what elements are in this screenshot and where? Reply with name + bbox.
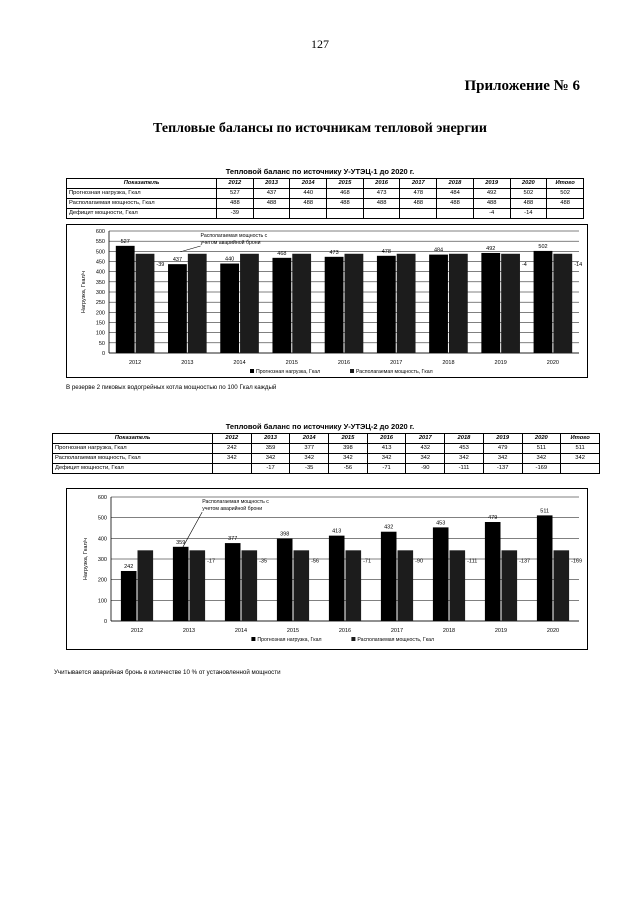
legend-swatch-capacity	[350, 369, 354, 373]
bar-chart-utec1	[67, 225, 587, 377]
bar-load	[121, 571, 137, 621]
table-cell: -169	[522, 464, 561, 474]
table-cell: 342	[290, 454, 329, 464]
table-cell: 492	[473, 189, 510, 199]
header-cell: 2012	[213, 434, 252, 444]
y-tick-label: 600	[97, 495, 107, 501]
data-label-load: 502	[538, 243, 548, 250]
data-label-deficit: -14	[574, 261, 583, 268]
bar-load	[537, 515, 553, 621]
table-title-utec2: Тепловой баланс по источнику У-УТЭЦ-2 до 2020 г.	[225, 422, 415, 431]
bar-load	[485, 522, 501, 621]
balance-table-utec1	[66, 178, 584, 219]
y-tick-label: 100	[95, 330, 105, 337]
table-cell: 468	[327, 189, 364, 199]
annotation-line: учетом аварийной брони	[202, 506, 263, 512]
table-cell	[547, 209, 584, 219]
table-cell: -14	[510, 209, 547, 219]
chart-frame-utec1	[66, 224, 588, 378]
table-cell: 488	[473, 199, 510, 209]
table-cell	[290, 209, 327, 219]
table-cell: 502	[547, 189, 584, 199]
table-cell: 511	[561, 444, 600, 454]
y-axis-title: Нагрузка, Гкал/ч	[81, 270, 87, 314]
x-tick-label: 2019	[494, 360, 507, 366]
header-cell: 2018	[445, 434, 484, 444]
table-header-row	[53, 434, 600, 444]
document-title: Тепловые балансы по источникам тепловой энергии	[153, 121, 487, 136]
header-cell: 2020	[522, 434, 561, 444]
table-row	[67, 189, 584, 199]
table-cell: 342	[367, 454, 406, 464]
y-tick-label: 0	[101, 351, 105, 357]
balance-table-utec2	[52, 433, 600, 474]
table-header-row	[67, 179, 584, 189]
bar-capacity	[188, 254, 207, 353]
table-cell: 527	[217, 189, 254, 199]
table-cell: 488	[217, 199, 254, 209]
data-label-deficit: -71	[363, 558, 372, 565]
header-cell: 2015	[327, 179, 364, 189]
bar-load	[534, 251, 553, 353]
table-cell: 479	[483, 444, 522, 454]
header-cell: 2019	[483, 434, 522, 444]
bar-capacity	[449, 254, 468, 353]
table-cell: 488	[363, 199, 400, 209]
y-tick-label: 100	[97, 598, 107, 605]
table-cell: 359	[251, 444, 290, 454]
y-tick-label: 400	[95, 269, 105, 276]
bar-capacity	[554, 550, 570, 621]
data-label-deficit: -90	[415, 558, 424, 565]
x-tick-label: 2013	[181, 360, 194, 366]
y-tick-label: 500	[97, 515, 107, 522]
legend-label-capacity: Располагаемая мощность, Гкал	[357, 637, 435, 643]
table-cell	[437, 209, 474, 219]
data-label-deficit: -35	[259, 558, 268, 565]
table-cell: 488	[547, 199, 584, 209]
y-tick-label: 550	[95, 239, 105, 246]
y-tick-label: 200	[95, 310, 105, 317]
y-tick-label: 500	[95, 249, 105, 256]
table-cell: -111	[445, 464, 484, 474]
table-cell: -71	[367, 464, 406, 474]
x-tick-label: 2017	[390, 360, 403, 366]
data-label-deficit: -4	[521, 261, 527, 268]
row-label: Дефицит мощности, Гкал	[67, 209, 217, 219]
y-tick-label: 400	[97, 536, 107, 543]
data-label-deficit: -39	[156, 261, 165, 268]
x-tick-label: 2015	[286, 628, 300, 634]
x-tick-label: 2018	[442, 628, 456, 634]
table-cell	[363, 209, 400, 219]
data-label-load: 478	[381, 248, 391, 255]
header-cell: Итого	[561, 434, 600, 444]
table-cell: 488	[253, 199, 290, 209]
x-tick-label: 2013	[182, 628, 196, 634]
page-number: 127	[311, 37, 329, 51]
header-cell: 2013	[253, 179, 290, 189]
x-tick-label: 2019	[494, 628, 508, 634]
note-utec1: В резерве 2 пиковых водогрейных котла мощностью по 100 Гкал каждый	[66, 384, 277, 391]
note-utec2: Учитывается аварийная бронь в количестве 10 % от установленной мощности	[54, 669, 281, 676]
legend-label-load: Прогнозная нагрузка, Гкал	[257, 637, 322, 643]
table-row	[53, 444, 600, 454]
data-label-load: 359	[176, 539, 186, 546]
table-cell: 484	[437, 189, 474, 199]
header-cell: 2014	[290, 434, 329, 444]
header-cell: 2015	[329, 434, 368, 444]
header-cell: Итого	[547, 179, 584, 189]
bar-load	[329, 536, 345, 621]
data-label-load: 492	[486, 245, 496, 252]
header-cell: 2018	[437, 179, 474, 189]
bar-capacity	[450, 550, 466, 621]
header-cell: 2016	[367, 434, 406, 444]
header-cell: 2013	[251, 434, 290, 444]
y-tick-label: 200	[97, 577, 107, 584]
bar-load	[381, 532, 397, 621]
data-label-deficit: -111	[467, 558, 478, 565]
row-label: Располагаемая мощность, Гкал	[67, 199, 217, 209]
x-tick-label: 2016	[338, 628, 352, 634]
bar-load	[173, 547, 189, 621]
bar-load	[433, 527, 449, 621]
bar-capacity	[345, 254, 364, 353]
y-axis-title: Нагрузка, Гкал/ч	[83, 537, 89, 581]
table-cell: 342	[522, 454, 561, 464]
table-cell: -39	[217, 209, 254, 219]
data-label-deficit: -17	[207, 558, 216, 565]
legend-label-capacity: Располагаемая мощность, Гкал	[356, 369, 433, 375]
table-cell: 342	[561, 454, 600, 464]
x-tick-label: 2014	[233, 360, 246, 366]
bar-load	[277, 539, 293, 621]
table-cell: 488	[437, 199, 474, 209]
x-tick-label: 2020	[546, 360, 560, 366]
table-cell: 398	[329, 444, 368, 454]
bar-capacity	[346, 550, 362, 621]
table-cell: 342	[213, 454, 252, 464]
table-cell: 488	[510, 199, 547, 209]
y-tick-label: 300	[95, 290, 105, 296]
table-cell: 502	[510, 189, 547, 199]
bar-capacity	[242, 550, 258, 621]
row-label: Прогнозная нагрузка, Гкал	[67, 189, 217, 199]
header-cell: Показатель	[53, 434, 213, 444]
appendix-heading: Приложение № 6	[464, 78, 580, 94]
annotation-line: Располагаемая мощность с	[200, 233, 268, 239]
table-cell: 432	[406, 444, 445, 454]
x-tick-label: 2014	[234, 628, 248, 634]
table-cell: -137	[483, 464, 522, 474]
table-cell	[213, 464, 252, 474]
x-tick-label: 2020	[546, 628, 560, 634]
data-label-load: 413	[332, 528, 342, 535]
annotation-leader	[181, 246, 201, 252]
table-cell: 488	[290, 199, 327, 209]
header-cell: 2014	[290, 179, 327, 189]
table-cell: 377	[290, 444, 329, 454]
bar-load	[377, 256, 396, 353]
y-tick-label: 350	[95, 279, 105, 286]
data-label-load: 440	[225, 256, 235, 263]
chart-frame-utec2	[66, 488, 588, 650]
table-cell: 342	[329, 454, 368, 464]
bar-capacity	[502, 550, 518, 621]
table-cell: -56	[329, 464, 368, 474]
data-label-load: 468	[277, 250, 287, 257]
table-cell: 488	[327, 199, 364, 209]
bar-capacity	[190, 550, 206, 621]
header-cell: 2016	[363, 179, 400, 189]
data-label-load: 511	[540, 508, 550, 515]
legend-label-load: Прогнозная нагрузка, Гкал	[256, 369, 321, 375]
data-label-load: 398	[280, 531, 290, 538]
table-cell: 342	[483, 454, 522, 464]
y-tick-label: 450	[95, 259, 105, 266]
data-label-load: 479	[488, 515, 498, 522]
data-label-deficit: -169	[571, 558, 583, 565]
legend-swatch-load	[251, 637, 255, 641]
data-label-load: 453	[436, 520, 446, 527]
header-cell: 2019	[473, 179, 510, 189]
y-tick-label: 300	[97, 557, 107, 563]
table-row	[67, 199, 584, 209]
table-cell: -90	[406, 464, 445, 474]
annotation-line: учетом аварийной брони	[200, 240, 261, 246]
x-tick-label: 2016	[337, 360, 351, 366]
table-cell: -4	[473, 209, 510, 219]
annotation-line: Располагаемая мощность с	[202, 499, 269, 505]
data-label-load: 484	[433, 247, 444, 254]
table-cell: 473	[363, 189, 400, 199]
table-cell: -35	[290, 464, 329, 474]
header-cell: 2017	[400, 179, 437, 189]
data-label-load: 437	[172, 257, 183, 264]
table-cell: 342	[251, 454, 290, 464]
x-tick-label: 2012	[130, 628, 144, 634]
bar-chart-utec2	[67, 489, 587, 649]
bar-capacity	[397, 254, 416, 353]
table-title-utec1: Тепловой баланс по источнику У-УТЭЦ-1 до 2020 г.	[225, 167, 415, 176]
legend-swatch-capacity	[351, 637, 355, 641]
data-label-load: 242	[124, 563, 134, 570]
table-cell	[400, 209, 437, 219]
table-cell: 242	[213, 444, 252, 454]
x-tick-label: 2017	[390, 628, 404, 634]
bar-load	[325, 257, 344, 353]
header-cell: 2012	[217, 179, 254, 189]
data-label-deficit: -137	[519, 558, 531, 565]
bar-capacity	[294, 550, 310, 621]
data-label-load: 473	[329, 249, 339, 256]
table-cell: 437	[253, 189, 290, 199]
row-label: Прогнозная нагрузка, Гкал	[53, 444, 213, 454]
bar-load	[116, 246, 135, 353]
table-row	[53, 464, 600, 474]
x-tick-label: 2012	[128, 360, 142, 366]
bar-capacity	[138, 550, 154, 621]
data-label-load: 432	[384, 524, 394, 531]
y-tick-label: 0	[103, 619, 107, 625]
bar-load	[168, 264, 187, 353]
data-label-load: 527	[120, 238, 130, 245]
bar-load	[481, 253, 500, 353]
bar-load	[272, 258, 291, 353]
data-label-deficit: -56	[311, 558, 320, 565]
table-cell: -17	[251, 464, 290, 474]
table-row	[53, 454, 600, 464]
x-tick-label: 2015	[285, 360, 298, 366]
table-cell: 488	[400, 199, 437, 209]
table-cell: 342	[406, 454, 445, 464]
header-cell: 2020	[510, 179, 547, 189]
y-tick-label: 150	[95, 320, 105, 327]
table-cell: 478	[400, 189, 437, 199]
header-cell: Показатель	[67, 179, 217, 189]
table-cell	[327, 209, 364, 219]
table-cell: 440	[290, 189, 327, 199]
table-cell: 453	[445, 444, 484, 454]
row-label: Располагаемая мощность, Гкал	[53, 454, 213, 464]
bar-load	[225, 543, 241, 621]
y-tick-label: 600	[95, 229, 105, 235]
table-cell	[561, 464, 600, 474]
table-cell: 413	[367, 444, 406, 454]
legend-swatch-load	[250, 369, 254, 373]
bar-load	[429, 255, 448, 353]
y-tick-label: 50	[98, 340, 105, 347]
bar-load	[220, 264, 239, 353]
bar-capacity	[398, 550, 414, 621]
bar-capacity	[292, 254, 311, 353]
y-tick-label: 250	[95, 300, 105, 307]
table-cell: 342	[445, 454, 484, 464]
bar-capacity	[136, 254, 155, 353]
table-row	[67, 209, 584, 219]
bar-capacity	[553, 254, 572, 353]
row-label: Дефицит мощности, Гкал	[53, 464, 213, 474]
data-label-load: 377	[228, 536, 238, 543]
table-cell	[253, 209, 290, 219]
x-tick-label: 2018	[442, 360, 455, 366]
table-cell: 511	[522, 444, 561, 454]
header-cell: 2017	[406, 434, 445, 444]
bar-capacity	[240, 254, 259, 353]
bar-capacity	[501, 254, 520, 353]
